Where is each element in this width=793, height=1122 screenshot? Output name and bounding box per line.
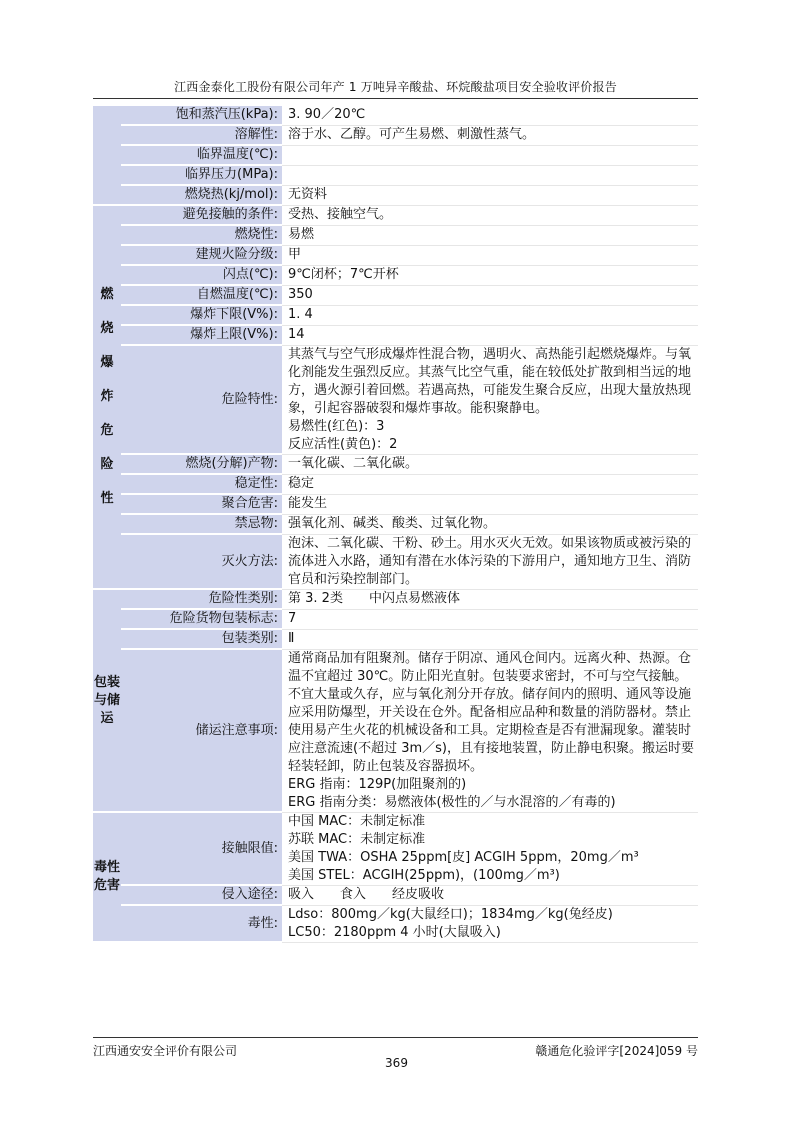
field-label: 聚合危害: (121, 494, 282, 514)
table-row (93, 285, 698, 305)
field-value: 1. 4 (282, 305, 698, 325)
section-fire-explosion-hazard (93, 205, 121, 589)
field-value-line: 美国 TWA：OSHA 25ppm[皮] ACGIH 5ppm，20mg／m³ (288, 849, 639, 865)
field-label: 临界压力(MPa): (121, 165, 282, 185)
field-value (282, 145, 698, 165)
field-value: 14 (282, 325, 698, 345)
field-label: 接触限值: (121, 812, 282, 885)
field-label: 侵入途径: (121, 885, 282, 905)
page-header: 江西金泰化工股份有限公司年产 1 万吨异辛酸盐、环烷酸盐项目安全验收评价报告 (174, 80, 617, 94)
field-label: 闪点(℃): (121, 265, 282, 285)
chemical-property-table (93, 106, 698, 943)
table-row (93, 885, 698, 905)
section-char: 险 (100, 457, 114, 472)
field-value-line: ERG 指南分类：易燃液体(极性的／与水混溶的／有毒的) (288, 794, 616, 810)
table-row (93, 345, 698, 454)
field-label: 饱和蒸汽压(kPa): (121, 106, 282, 125)
field-label: 爆炸下限(V%): (121, 305, 282, 325)
section-char: 爆 (100, 355, 114, 370)
section-char: 炸 (100, 389, 114, 404)
field-value (282, 165, 698, 185)
table-row (93, 225, 698, 245)
table-row (93, 265, 698, 285)
table-row (93, 325, 698, 345)
field-value: 受热、接触空气。 (282, 205, 698, 225)
field-value: 7 (282, 609, 698, 629)
field-label: 避免接触的条件: (121, 205, 282, 225)
field-value: 易燃 (282, 225, 698, 245)
table-row (93, 905, 698, 942)
field-value-line: 美国 STEL：ACGIH(25ppm)，(100mg／m³) (288, 867, 560, 883)
field-value-line: 通常商品加有阻聚剂。储存于阴凉、通风仓间内。远离火种、热源。仓温不宜超过 30℃。防止阳光直射。包装要求密封，不可与空气接触。不宜大量或久存，应与氧化剂分开存放。储存间内的照明、通风等设施应采用防爆型，开关设在仓外。配备相应品种和数量的消防器材。禁止使用易产生火花的机械设备和工具。定期检查是否有泄漏现象。灌装时应注意流速(不超过 3m／s)，且有接地装置，防止静电积聚。搬运时要轻装轻卸，防止包装及容器损坏。 (288, 650, 694, 774)
table-row (93, 165, 698, 185)
field-value-line: 其蒸气与空气形成爆炸性混合物，遇明火、高热能引起燃烧爆炸。与氧化剂能发生强烈反应。其蒸气比空气重，能在较低处扩散到相当远的地方，遇火源引着回燃。若遇高热，可能发生聚合反应，出现大量放热现象，引起容器破裂和爆炸事故。能积聚静电。 (288, 346, 692, 416)
table-row (93, 474, 698, 494)
field-value (282, 649, 698, 812)
field-value: 能发生 (282, 494, 698, 514)
field-value-line: 反应活性(黄色)：2 (288, 436, 398, 452)
field-label: 自燃温度(℃): (121, 285, 282, 305)
table-row (93, 812, 698, 885)
section-char: 性 (100, 491, 114, 506)
field-value-line: ERG 指南：129P(加阻聚剂的) (288, 776, 467, 792)
table-row (93, 534, 698, 589)
section-char: 燃 (100, 287, 114, 302)
field-value: 泡沫、二氧化碳、干粉、砂土。用水灭火无效。如果该物质或被污染的流体进入水路，通知有潜在水体污染的下游用户，通知地方卫生、消防官员和污染控制部门。 (282, 534, 698, 589)
table-row (93, 454, 698, 474)
field-label: 临界温度(℃): (121, 145, 282, 165)
table-row (93, 649, 698, 812)
field-label: 稳定性: (121, 474, 282, 494)
field-label: 燃烧(分解)产物: (121, 454, 282, 474)
field-value: 稳定 (282, 474, 698, 494)
field-value-line: 苏联 MAC：未制定标准 (288, 831, 426, 847)
field-label: 危险货物包装标志: (121, 609, 282, 629)
field-label: 毒性: (121, 905, 282, 942)
field-value-line: 易燃性(红色)：3 (288, 418, 385, 434)
field-label: 爆炸上限(V%): (121, 325, 282, 345)
field-value-line: LC50：2180ppm 4 小时(大鼠吸入) (288, 924, 501, 940)
field-value (282, 812, 698, 885)
field-value (282, 905, 698, 942)
table-row (93, 494, 698, 514)
field-value: 溶于水、乙醇。可产生易燃、刺激性蒸气。 (282, 125, 698, 145)
field-value: 吸入 食入 经皮吸收 (282, 885, 698, 905)
field-label: 危险特性: (121, 345, 282, 454)
table-row (93, 205, 698, 225)
field-label: 燃烧性: (121, 225, 282, 245)
field-value: 一氧化碳、二氧化碳。 (282, 454, 698, 474)
footer-report-code: 赣通危化验评字[2024]059 号 (535, 1044, 698, 1058)
section-toxicity-hazard: 毒性危害 (93, 812, 121, 942)
field-value: 3. 90／20℃ (282, 106, 698, 125)
field-value: 无资料 (282, 185, 698, 205)
field-label: 建规火险分级: (121, 245, 282, 265)
table-row (93, 514, 698, 534)
field-label: 溶解性: (121, 125, 282, 145)
section-char: 危 (100, 423, 114, 438)
field-value-line: 中国 MAC：未制定标准 (288, 813, 426, 829)
field-label: 危险性类别: (121, 589, 282, 609)
table-row (93, 185, 698, 205)
field-label: 禁忌物: (121, 514, 282, 534)
field-value (282, 345, 698, 454)
table-row (93, 589, 698, 609)
table-row (93, 145, 698, 165)
table-row (93, 629, 698, 649)
footer-company: 江西通安安全评价有限公司 (93, 1044, 238, 1058)
field-value: 强氧化剂、碱类、酸类、过氧化物。 (282, 514, 698, 534)
field-value: 9℃闭杯；7℃开杯 (282, 265, 698, 285)
table-row (93, 106, 698, 125)
field-value: Ⅱ (282, 629, 698, 649)
table-row (93, 609, 698, 629)
footer-divider (93, 1037, 698, 1038)
table-row (93, 305, 698, 325)
field-label: 灭火方法: (121, 534, 282, 589)
field-value: 第 3. 2类 中闪点易燃液体 (282, 589, 698, 609)
field-value: 350 (282, 285, 698, 305)
field-label: 燃烧热(kj/mol): (121, 185, 282, 205)
field-label: 包装类别: (121, 629, 282, 649)
table-row (93, 125, 698, 145)
field-value-line: Ldso：800mg／kg(大鼠经口)；1834mg／kg(兔经皮) (288, 906, 613, 922)
header-divider (93, 98, 698, 99)
section-packaging-storage: 包装与储运 (93, 589, 121, 812)
field-value: 甲 (282, 245, 698, 265)
field-label: 储运注意事项: (121, 649, 282, 812)
section-char: 烧 (100, 321, 114, 336)
page-number: 369 (385, 1056, 408, 1070)
table-row (93, 245, 698, 265)
section-physical-properties (93, 106, 121, 205)
